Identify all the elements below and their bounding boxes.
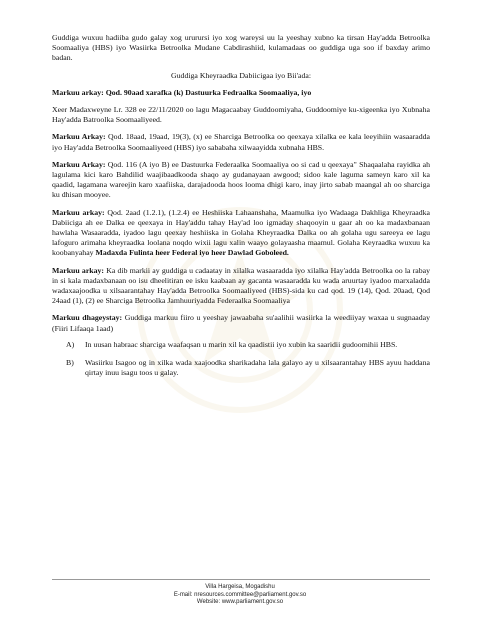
- clause-label: Markuu arkay:: [52, 265, 105, 275]
- committee-heading: Guddiga Kheyraadka Dabiicigaa iyo Bii'ada:: [171, 70, 311, 80]
- clause-agreement: [52, 208, 430, 259]
- list-item-text: Wasiirku Isagoo og in xilka wada xaajoodka sharikadaha lala galayo ay u xilsaarantahay HBS ayuu haddana qirtay inuu isagu toos u galay.: [85, 358, 430, 378]
- clause-bold-text: Madaxda Fulinta heer Federal iyo heer Dawlad Goboleed.: [93, 248, 289, 258]
- footer-email: E-mail: nresources.committee@parliament.gov.so: [173, 591, 307, 598]
- clause-label: Markuu dhageystay:: [52, 313, 123, 323]
- clause-article-116: [52, 160, 430, 201]
- list-item-marker: A): [66, 339, 75, 349]
- list-item: [52, 340, 430, 350]
- clause-findings: [52, 313, 430, 333]
- clause-label: Markuu Arkay:: [52, 132, 106, 142]
- findings-list: [52, 340, 430, 379]
- footer-address: Villa Hargeisa, Mogadishu: [205, 584, 275, 590]
- clause-label: Markuu arkay:: [52, 207, 105, 217]
- page-footer: [0, 584, 480, 607]
- list-item: [52, 358, 430, 378]
- document-body: [52, 33, 430, 386]
- clause-text: Qod. 116 (A iyo B) ee Dastuurka Federaalka Soomaaliya oo si cad u qeexaya" Shaqaalaha rayidka ah lagulama kici karo Bahdilid waajibaadkooda shaqo ay gudanayaan awgood; sidoo kale laguma sameyn karo xil ka qaadid, lagamana wareejin karo xaafiiska, darajadooda hoos looma dhigi karo, inay jirto sabab maangal ah oo sharciga ku dhisan mooyee.: [52, 159, 430, 200]
- footer-website: Website: www.parliament.gov.so: [196, 599, 284, 606]
- clause-text: Guddiga markuu fiiro u yeeshay jawaabaha su'aalihii wasiirka la weediiyay waxaa u sugnaaday (Fiiri Lifaaqa 1aad): [52, 313, 430, 333]
- clause-text: Qod. 18aad, 19aad, 19(3), (x) ee Sharciga Betroolka oo qeexaya xilalka ee kala leeyihiin wasaaradda iyo Hay'adda Betroolka Soomaaliyeed (HBS) iyo sababaha xilwaayidda xubnaha HBS.: [52, 132, 430, 152]
- clause-decree-328: Xeer Madaxweyne Lr. 328 ee 22/11/2020 oo lagu Magacaabay Guddoomiyaha, Guddoomiye ku-xigeenka iyo Xubnaha Hay'adda Batroolka Soomaaliyeed.: [52, 105, 430, 125]
- list-item-text: In uusan habraac sharciga waafaqsan u marin xil ka qaadistii iyo xubin ka saaridii gudoomihii HBS.: [85, 339, 398, 349]
- intro-paragraph: Guddiga wuxuu hadiiba gudo galay xog ururursi iyo xog wareysi uu la yeeshay xubno ka tirsan Hay'adda Betroolka Soomaaliya (HBS) iyo Wasiirka Betroolka Mudane Cabdirashiid, kulamadaas oo guddiga uga soo if baxday arimo badan.: [52, 33, 430, 63]
- clause-article-90: [52, 88, 430, 98]
- footer-divider: [52, 579, 430, 580]
- list-item-marker: B): [66, 358, 74, 368]
- clause-text: Ka dib markii ay guddiga u cadaatay in xilalka wasaaradda iyo xilalka Hay'adda Betroolka oo la rabay in si kala madaxbanaan oo isu dheelitiran ee isku kaabaan ay gacanta wasaaradda ku wada aruurtay iyadoo marxaladda wadaxaajoodka u xilsaarantahay Hay'adda Betroolka Soomaaliyeed (HBS)-sida ku cad qod. 19 (14), Qod. 20aad, Qod 24aad (1), (2) ee Sharciga Betroolka Jamhuuriyadda Federaalka Soomaaliya: [52, 265, 431, 306]
- clause-article-90-text: Markuu arkay: Qod. 90aad xarafka (k) Dastuurka Fedraalka Soomaaliya, iyo: [52, 87, 312, 97]
- clause-label: Markuu Arkay:: [52, 159, 106, 169]
- clause-ministry-roles: [52, 266, 430, 307]
- clause-text: Qod. 2aad (1.2.1), (1.2.4) ee Heshiiska Lahaanshaha, Maamulka iyo Wadaaga Dakhliga Kheyraadka Dabiiciga ah ee Dalka ee qeexaya in Hay'addu tahay Hay'ad loo igmaday shaqooyin u gaar ah oo ka madaxbanaan hawlaha Wasaaradda, iyadoo lagu qeexay heshiiska in Golaha Kheyraadka Dalka oo ah golaha ugu sareeya ee lagu lafoguro arimaha kheyraadka loolana noqdo wixii lagu xalin waayo golayaasha maamul. Golaha Keyraadka wuxuu ka koobanyahay: [52, 207, 430, 258]
- clause-articles-18-19: [52, 132, 430, 152]
